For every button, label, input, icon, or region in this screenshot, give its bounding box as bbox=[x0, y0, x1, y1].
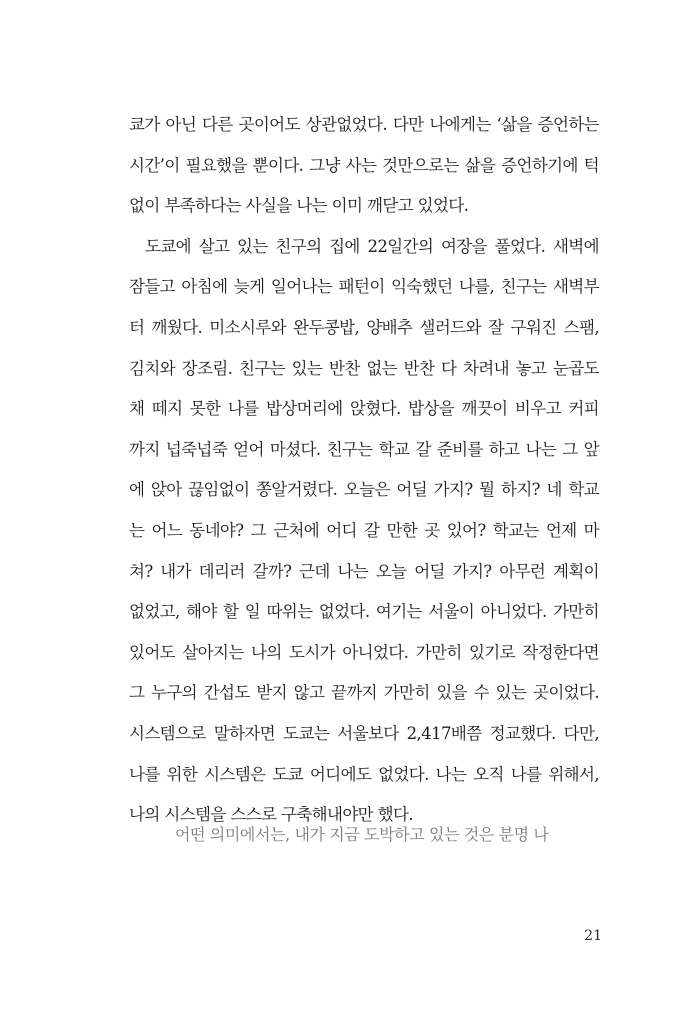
body-line: 나의 시스템을 스스로 구축해내야만 했다. bbox=[129, 805, 413, 825]
body-line: 잠들고 아침에 늦게 일어나는 패턴이 익숙했던 나를, 친구는 새벽부 bbox=[129, 277, 599, 297]
body-line: 터 깨웠다. 미소시루와 완두콩밥, 양배추 샐러드와 잘 구워진 스팸, bbox=[129, 317, 599, 337]
body-line: 나를 위한 시스템은 도쿄 어디에도 없었다. 나는 오직 나를 위해서, bbox=[129, 764, 599, 784]
body-line: 까지 넙죽넙죽 얻어 마셨다. 친구는 학교 갈 준비를 하고 나는 그 앞 bbox=[129, 439, 599, 459]
body-line: 김치와 장조림. 친구는 있는 반찬 없는 반찬 다 차려내 놓고 눈곱도 bbox=[129, 358, 599, 378]
body-line: 는 어느 동네야? 그 근처에 어디 갈 만한 곳 있어? 학교는 언제 마 bbox=[129, 520, 599, 540]
pull-quote: 어떤 의미에서는, 내가 지금 도박하고 있는 것은 분명 나 bbox=[175, 825, 549, 844]
body-line: 채 떼지 못한 나를 밥상머리에 앉혔다. 밥상을 깨끗이 비우고 커피 bbox=[129, 399, 599, 419]
paragraph-start-line: 도쿄에 살고 있는 친구의 집에 22일간의 여장을 풀었다. 새벽에 bbox=[145, 236, 599, 256]
body-line: 쿄가 아닌 다른 곳이어도 상관없었다. 다만 나에게는 ‘삶을 증언하는 bbox=[129, 115, 599, 134]
page-number: 21 bbox=[584, 928, 602, 944]
body-line: 시간’이 필요했을 뿐이다. 그냥 사는 것만으로는 삶을 증언하기에 턱 bbox=[129, 155, 599, 175]
body-line: 쳐? 내가 데리러 갈까? 근데 나는 오늘 어딜 가지? 아무런 계획이 bbox=[129, 561, 599, 581]
body-line: 없었고, 해야 할 일 따위는 없었다. 여기는 서울이 아니었다. 가만히 bbox=[129, 602, 599, 622]
body-text bbox=[129, 105, 599, 836]
body-line: 그 누구의 간섭도 받지 않고 끝까지 가만히 있을 수 있는 곳이었다. bbox=[129, 683, 599, 703]
body-line: 없이 부족하다는 사실을 나는 이미 깨닫고 있었다. bbox=[129, 196, 469, 216]
body-line: 시스템으로 말하자면 도쿄는 서울보다 2,417배쯤 정교했다. 다만, bbox=[129, 723, 599, 743]
body-line: 에 앉아 끊임없이 쫑알거렸다. 오늘은 어딜 가지? 뭘 하지? 네 학교 bbox=[129, 480, 599, 500]
body-line: 있어도 살아지는 나의 도시가 아니었다. 가만히 있기로 작정한다면 bbox=[129, 642, 599, 662]
